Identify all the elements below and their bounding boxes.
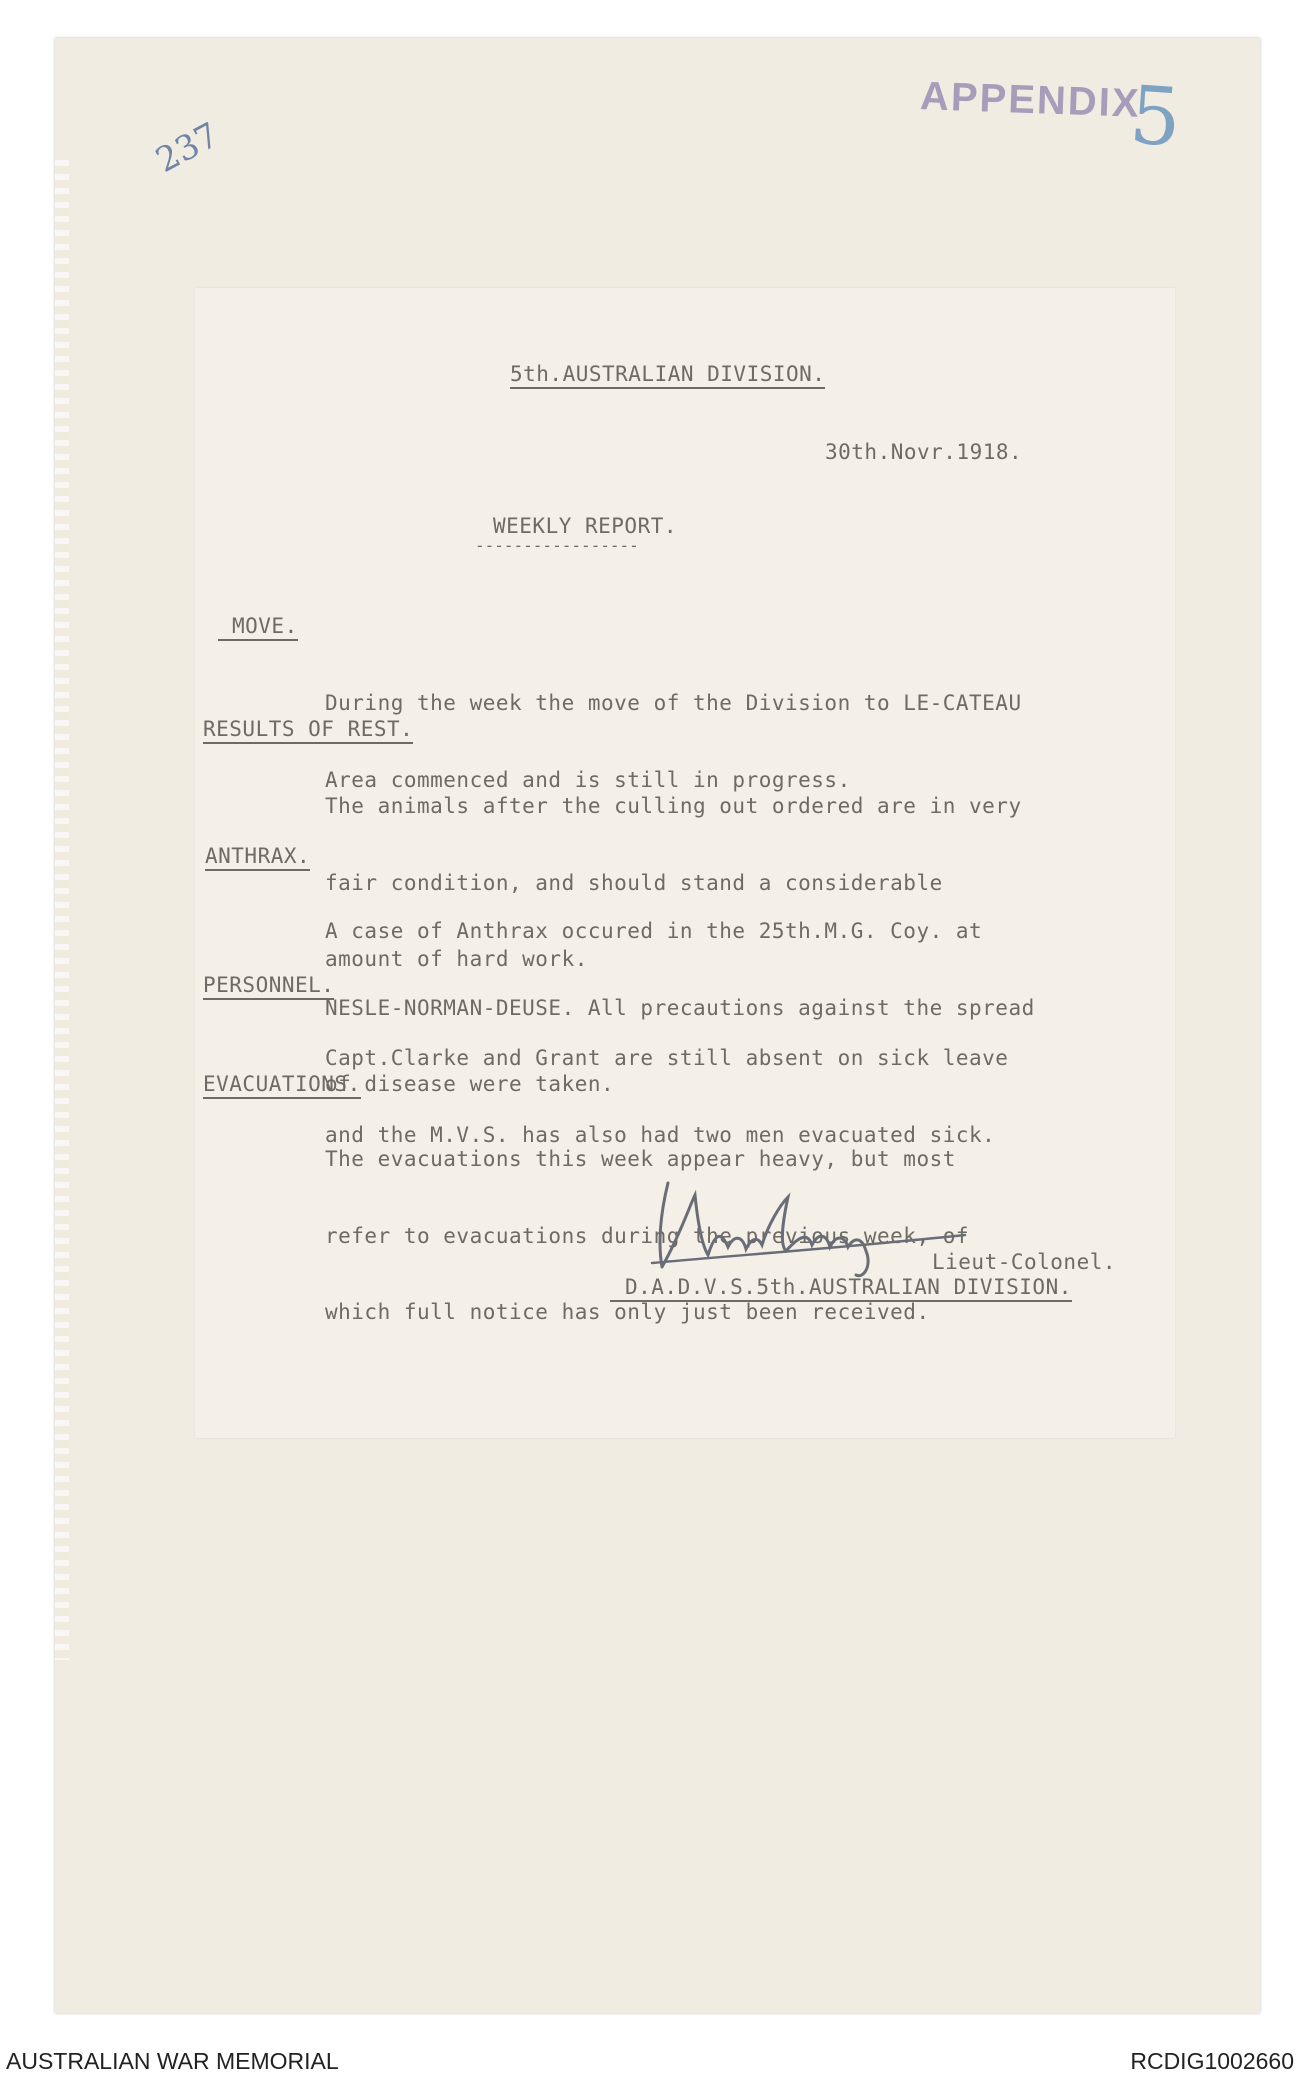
body-line: The evacuations this week appear heavy, but most — [325, 1147, 956, 1171]
body-line: During the week the move of the Division to LE-CATEAU — [325, 691, 1022, 715]
report-date: 30th.Novr.1918. — [825, 440, 1023, 464]
title-rule: ----------------- — [475, 536, 639, 555]
body-line: refer to evacuations during the previous week, of — [325, 1223, 970, 1248]
body-line: which full notice has only just been received. — [325, 1300, 930, 1324]
section-head-evacuations: EVACUATIONS. — [203, 1072, 361, 1099]
appendix-number: 5 — [1126, 68, 1185, 165]
signatory-appointment: D.A.D.V.S.5th.AUSTRALIAN DIVISION. — [610, 1275, 1072, 1302]
section-head-personnel: PERSONNEL. — [203, 973, 334, 1000]
report-title: WEEKLY REPORT. — [493, 514, 678, 538]
body-line: The animals after the culling out ordered are in very — [325, 794, 1022, 818]
body-line: Capt.Clarke and Grant are still absent on sick leave — [325, 1046, 1009, 1070]
body-line: of disease were taken. — [325, 1072, 615, 1096]
section-head-move: MOVE. — [218, 614, 298, 641]
body-line: fair condition, and should stand a considerable — [325, 870, 943, 895]
footer-record-id: RCDIG1002660 — [1130, 2048, 1294, 2074]
appendix-stamp: APPENDIX — [919, 74, 1142, 126]
torn-edge — [55, 160, 69, 1660]
handwritten-signature — [650, 1175, 970, 1285]
folio-number: 237 — [149, 115, 226, 181]
body-line: amount of hard work. — [325, 947, 588, 971]
body-line: NESLE-NORMAN-DEUSE. All precautions against the spread — [325, 995, 1035, 1020]
signatory-rank: Lieut-Colonel. — [932, 1250, 1117, 1274]
body-line: A case of Anthrax occured in the 25th.M.G. Coy. at — [325, 919, 983, 943]
body-line: Area commenced and is still in progress. — [325, 767, 851, 792]
body-line: and the M.V.S. has also had two men evacuated sick. — [325, 1122, 996, 1147]
section-head-results-of-rest: RESULTS OF REST. — [203, 717, 413, 744]
footer-institution: AUSTRALIAN WAR MEMORIAL — [6, 2048, 339, 2074]
section-head-anthrax: ANTHRAX. — [205, 844, 310, 871]
division-heading: 5th.AUSTRALIAN DIVISION. — [510, 362, 825, 389]
